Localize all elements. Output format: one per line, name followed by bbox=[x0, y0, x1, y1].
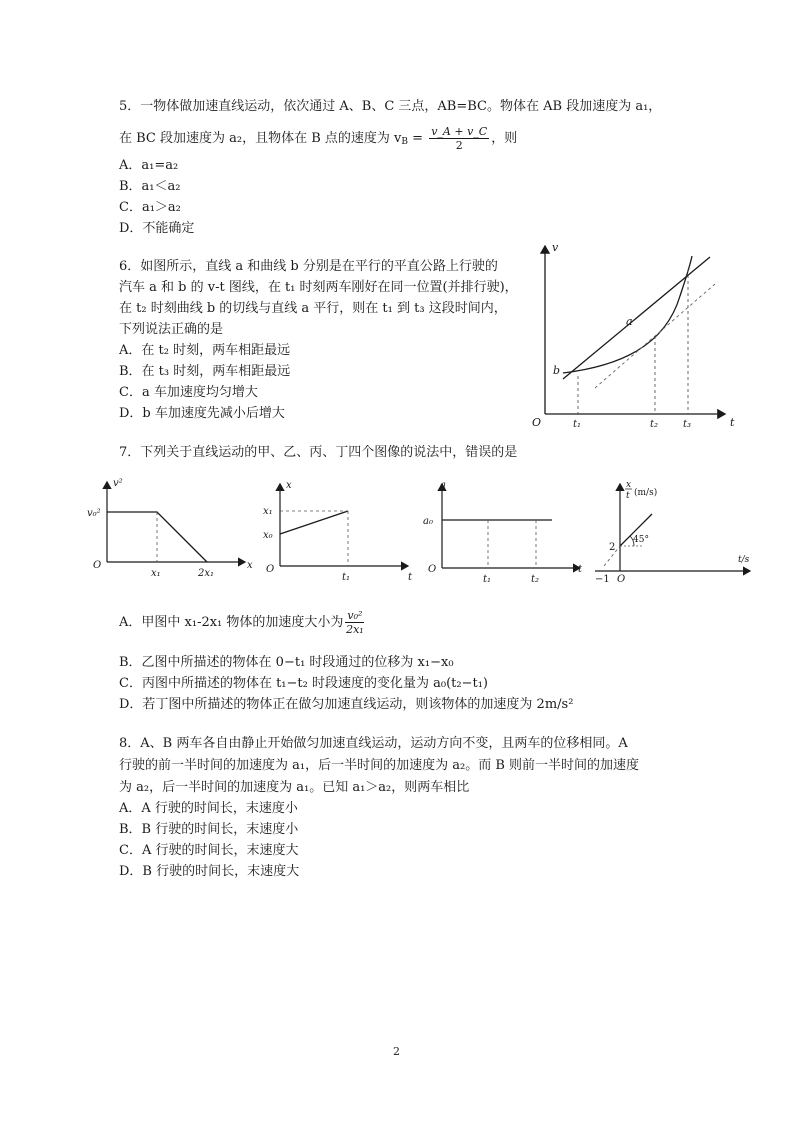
q6-tick-t1: t₁ bbox=[573, 419, 582, 430]
q7-option-a-text: A．甲图中 x₁-2x₁ 物体的加速度大小为 bbox=[119, 615, 344, 630]
q6-stem-line1: 6．如图所示，直线 a 和曲线 b 分别是在平行的平直公路上行驶的 bbox=[119, 259, 498, 274]
q7-option-d: D．若丁图中所描述的物体正在做匀加速直线运动，则该物体的加速度为 2m/s² bbox=[119, 697, 574, 712]
ding-y-tick: 2 bbox=[609, 542, 616, 553]
q7-option-b: B．乙图中所描述的物体在 0−t₁ 时段通过的位移为 x₁−x₀ bbox=[119, 655, 454, 670]
page-number: 2 bbox=[393, 1045, 400, 1058]
q7-stem: 7．下列关于直线运动的甲、乙、丙、丁四个图像的说法中，错误的是 bbox=[119, 445, 518, 460]
q8-option-b: B．B 行驶的时间长，末速度小 bbox=[119, 822, 299, 837]
q6-origin: O bbox=[532, 416, 542, 429]
q5-vb-sub: B bbox=[401, 137, 409, 147]
yi-origin: O bbox=[266, 564, 275, 575]
q6-stem-line4: 下列说法正确的是 bbox=[119, 322, 224, 337]
q6-option-b: B．在 t₃ 时刻，两车相距最远 bbox=[119, 364, 291, 379]
q5-stem-line2 bbox=[119, 124, 517, 154]
jia-x-label: x bbox=[247, 560, 253, 571]
bing-x-label: t bbox=[578, 564, 583, 575]
q5-stem-post: ，则 bbox=[491, 131, 518, 146]
q7-option-c: C．丙图中所描述的物体在 t₁−t₂ 时段速度的变化量为 a₀(t₂−t₁) bbox=[119, 676, 488, 691]
q7-graph-ding bbox=[590, 476, 770, 586]
q6-option-d: D．b 车加速度先减小后增大 bbox=[119, 406, 285, 421]
q6-vt-graph bbox=[520, 236, 780, 436]
ding-y-label-num: x bbox=[626, 480, 632, 490]
q6-y-label: v bbox=[552, 241, 559, 254]
jia-y-tick: v₀² bbox=[87, 508, 101, 519]
q6-label-a: a bbox=[626, 315, 633, 328]
bing-x-tick2: t₂ bbox=[531, 574, 540, 585]
q6-x-label: t bbox=[730, 416, 735, 429]
q8-option-d: D．B 行驶的时间长，末速度大 bbox=[119, 864, 300, 879]
q8-option-a: A．A 行驶的时间长，末速度小 bbox=[119, 801, 298, 816]
q7-graph-bing bbox=[420, 476, 590, 586]
yi-y-tick-x0: x₀ bbox=[263, 530, 273, 541]
bing-x-tick1: t₁ bbox=[483, 574, 492, 585]
q6-stem-line2: 汽车 a 和 b 的 v-t 图线，在 t₁ 时刻两车刚好在同一位置(并排行驶)， bbox=[119, 280, 518, 295]
jia-x-tick1: x₁ bbox=[151, 568, 161, 579]
q8-stem-line3: 为 a₂，后一半时间的加速度为 a₁。已知 a₁＞a₂，则两车相比 bbox=[119, 780, 470, 795]
bing-origin: O bbox=[428, 564, 437, 575]
q8-option-c: C．A 行驶的时间长，末速度大 bbox=[119, 843, 299, 858]
yi-y-tick-x1: x₁ bbox=[263, 506, 273, 517]
q7-option-a-den: 2x₁ bbox=[346, 623, 364, 636]
q8-stem-line2: 行驶的前一半时间的加速度为 a₁，后一半时间的加速度为 a₂。而 B 则前一半时间的加速度 bbox=[119, 758, 640, 773]
bing-y-label: a bbox=[440, 480, 446, 491]
ding-y-label-den: t bbox=[626, 491, 630, 501]
ding-x-tick: −1 bbox=[595, 574, 610, 585]
q7-option-a bbox=[119, 606, 366, 640]
q7-option-a-fraction bbox=[345, 609, 364, 636]
q5-stem-line1: 5．一物体做加速直线运动，依次通过 A、B、C 三点，AB=BC。物体在 AB 段加速度为 a₁， bbox=[119, 99, 662, 114]
q5-option-d: D．不能确定 bbox=[119, 221, 195, 236]
q6-option-a: A．在 t₂ 时刻，两车相距最远 bbox=[119, 343, 291, 358]
yi-line bbox=[280, 511, 348, 534]
q7-option-a-num: v₀² bbox=[347, 609, 363, 622]
q5-stem-eq: = bbox=[408, 131, 428, 146]
yi-x-tick: t₁ bbox=[342, 572, 351, 583]
q5-option-a: A．a₁=a₂ bbox=[119, 158, 179, 173]
q5-frac-den: 2 bbox=[455, 139, 463, 152]
bing-y-tick: a₀ bbox=[423, 516, 433, 527]
yi-y-label: x bbox=[286, 480, 292, 491]
yi-x-label: t bbox=[408, 572, 413, 583]
q6-option-c: C．a 车加速度均匀增大 bbox=[119, 385, 258, 400]
q8-stem-line1: 8．A、B 两车各自由静止开始做匀加速直线运动，运动方向不变，且两车的位移相同。A bbox=[119, 736, 628, 751]
q6-tick-t2: t₂ bbox=[650, 419, 659, 430]
q5-option-c: C．a₁＞a₂ bbox=[119, 200, 181, 215]
jia-y-label: v² bbox=[113, 478, 123, 489]
q5-stem-line2-pre: 在 BC 段加速度为 a₂，且物体在 B 点的速度为 v bbox=[119, 131, 402, 146]
q5-option-b: B．a₁＜a₂ bbox=[119, 179, 181, 194]
ding-angle: 45° bbox=[633, 535, 649, 545]
jia-x-tick2: 2x₁ bbox=[198, 568, 215, 579]
q7-graph-yi bbox=[258, 476, 418, 586]
q6-stem-line3: 在 t₂ 时刻曲线 b 的切线与直线 a 平行，则在 t₁ 到 t₃ 这段时间内， bbox=[119, 301, 507, 316]
q5-frac-num: v_A + v_C bbox=[431, 125, 488, 138]
q6-tick-t3: t₃ bbox=[683, 419, 692, 430]
q7-graph-jia bbox=[85, 476, 255, 586]
q5-vb-fraction bbox=[429, 125, 489, 152]
q6-label-b: b bbox=[553, 364, 561, 377]
ding-x-label: t/s bbox=[738, 555, 750, 565]
ding-y-unit: (m/s) bbox=[634, 488, 658, 498]
jia-origin: O bbox=[93, 560, 102, 571]
ding-origin: O bbox=[617, 574, 626, 585]
